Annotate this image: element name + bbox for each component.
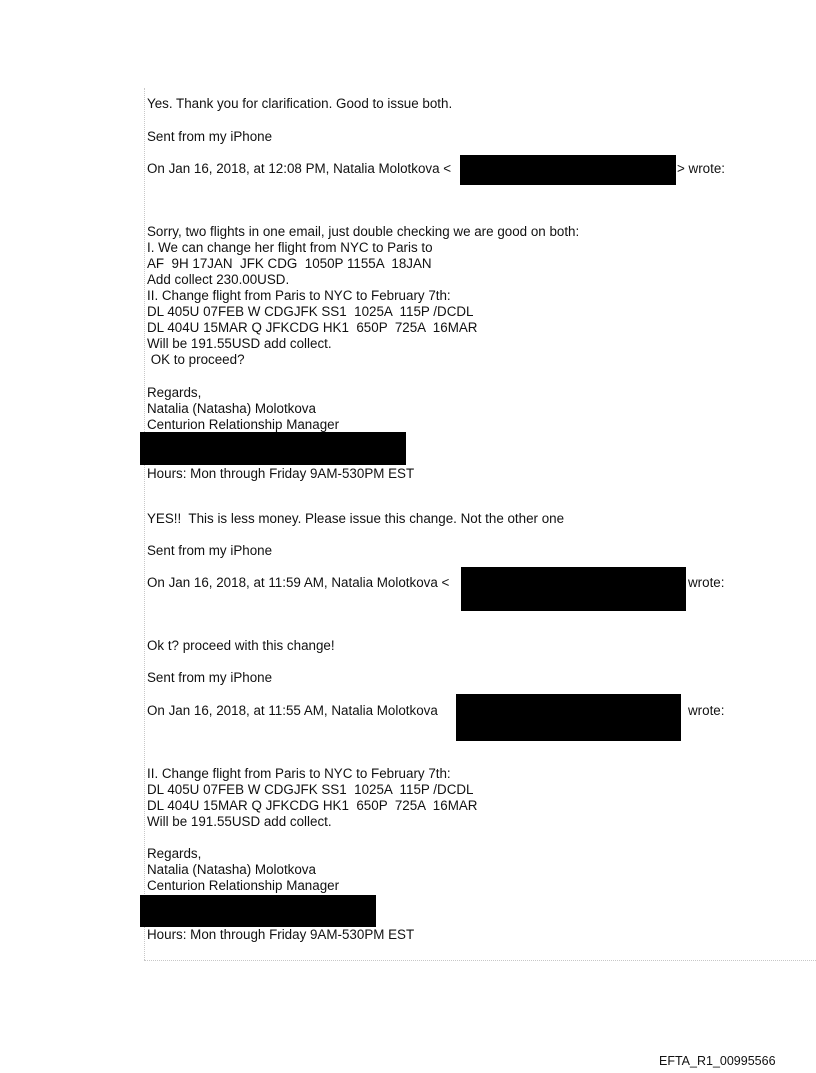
- redaction-box: [140, 895, 376, 927]
- sent-from-iphone: Sent from my iPhone: [147, 670, 273, 685]
- sent-from-iphone: Sent from my iPhone: [147, 543, 273, 558]
- signature-line: Regards,: [147, 846, 202, 861]
- signature-line: Centurion Relationship Manager: [147, 878, 340, 893]
- quote-header-wrote: wrote:: [688, 703, 725, 718]
- signature-line: Natalia (Natasha) Molotkova: [147, 862, 316, 877]
- office-hours: Hours: Mon through Friday 9AM-530PM EST: [147, 466, 415, 481]
- quote-header: On Jan 16, 2018, at 11:59 AM, Natalia Molotkova <: [147, 575, 450, 590]
- redaction-box: [140, 432, 406, 465]
- email-body-line: I. We can change her flight from NYC to Paris to: [147, 240, 433, 255]
- email-body-line: Sorry, two flights in one email, just double checking we are good on both:: [147, 224, 580, 239]
- quote-header: On Jan 16, 2018, at 11:55 AM, Natalia Molotkova: [147, 703, 438, 718]
- redaction-box: [460, 155, 676, 185]
- email-frame-bottom-border: [144, 960, 816, 961]
- flight-itinerary-line: DL 405U 07FEB W CDGJFK SS1 1025A 115P /DCDL: [147, 304, 474, 319]
- email-body-line: OK to proceed?: [147, 352, 245, 367]
- quote-header-wrote: > wrote:: [677, 161, 726, 176]
- email-body-line: Will be 191.55USD add collect.: [147, 814, 332, 829]
- redaction-box: [461, 567, 686, 611]
- signature-line: Centurion Relationship Manager: [147, 417, 340, 432]
- email-body-line: II. Change flight from Paris to NYC to February 7th:: [147, 766, 451, 781]
- document-id: EFTA_R1_00995566: [659, 1054, 776, 1068]
- office-hours: Hours: Mon through Friday 9AM-530PM EST: [147, 927, 415, 942]
- email-body-line: Will be 191.55USD add collect.: [147, 336, 332, 351]
- quote-header: On Jan 16, 2018, at 12:08 PM, Natalia Molotkova <: [147, 161, 452, 176]
- reply-body: Yes. Thank you for clarification. Good to issue both.: [147, 96, 453, 111]
- flight-itinerary-line: DL 405U 07FEB W CDGJFK SS1 1025A 115P /DCDL: [147, 782, 474, 797]
- reply-body: Ok t? proceed with this change!: [147, 638, 335, 653]
- flight-itinerary-line: AF 9H 17JAN JFK CDG 1050P 1155A 18JAN: [147, 256, 432, 271]
- signature-line: Natalia (Natasha) Molotkova: [147, 401, 316, 416]
- flight-itinerary-line: DL 404U 15MAR Q JFKCDG HK1 650P 725A 16MAR: [147, 798, 478, 813]
- quote-header-wrote: wrote:: [688, 575, 725, 590]
- email-body-line: Add collect 230.00USD.: [147, 272, 290, 287]
- reply-body: YES!! This is less money. Please issue this change. Not the other one: [147, 511, 565, 526]
- signature-line: Regards,: [147, 385, 202, 400]
- flight-itinerary-line: DL 404U 15MAR Q JFKCDG HK1 650P 725A 16MAR: [147, 320, 478, 335]
- sent-from-iphone: Sent from my iPhone: [147, 129, 273, 144]
- email-frame-left-border: [144, 88, 145, 960]
- redaction-box: [456, 694, 681, 741]
- email-body-line: II. Change flight from Paris to NYC to February 7th:: [147, 288, 451, 303]
